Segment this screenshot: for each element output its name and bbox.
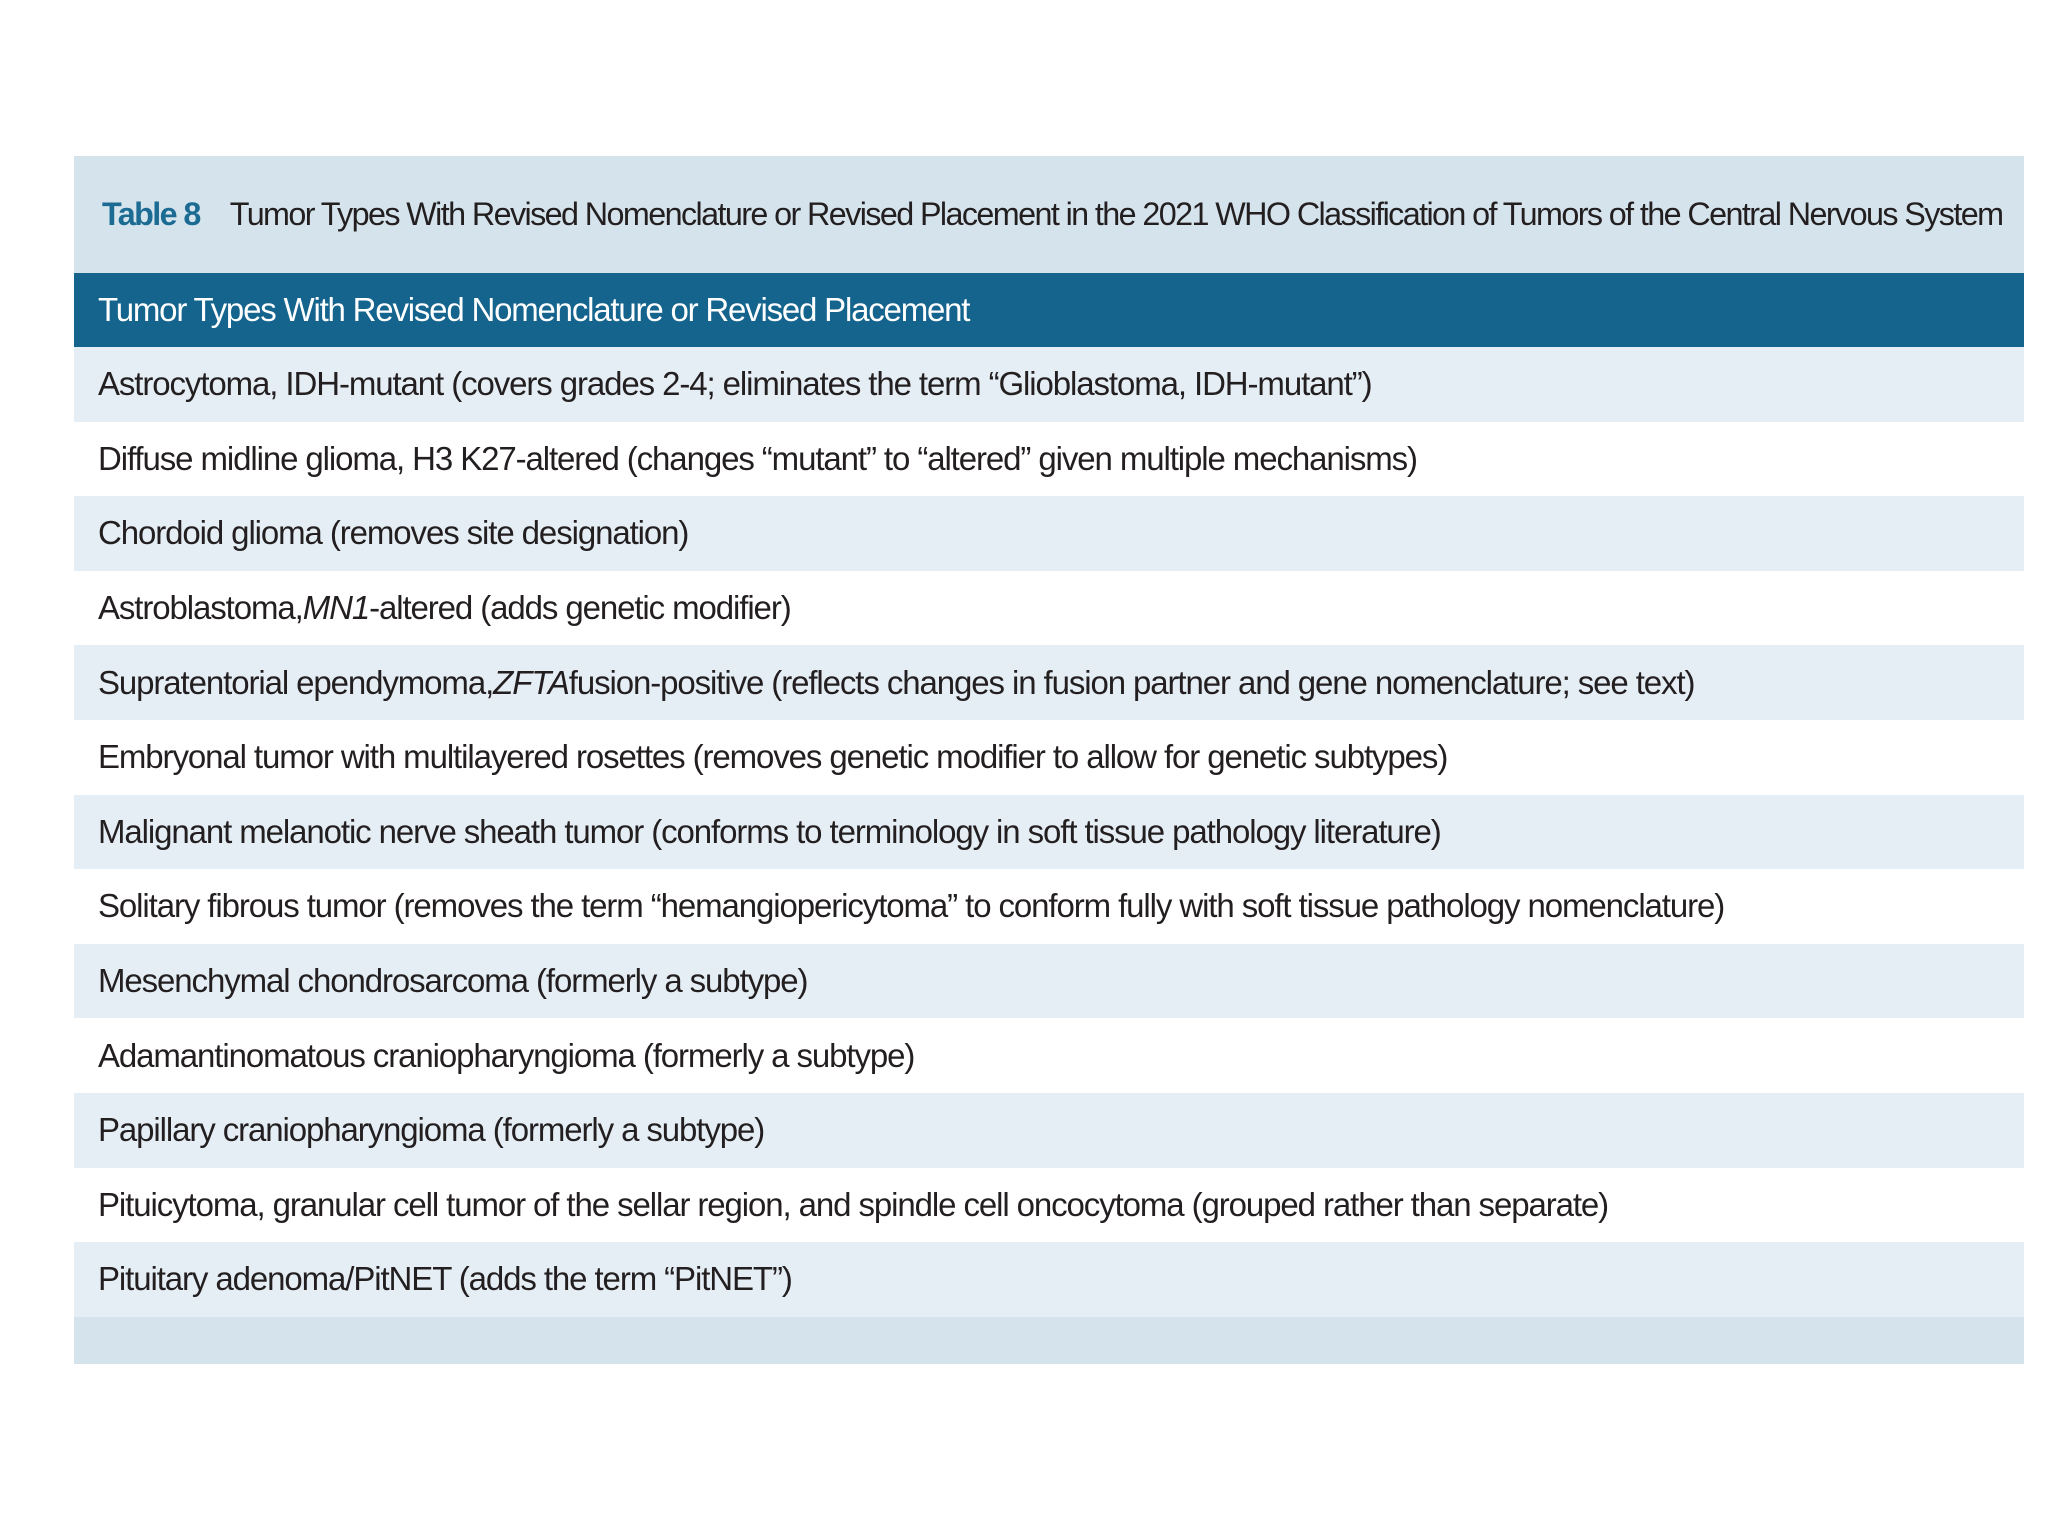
table-label: Table 8 [102, 196, 200, 232]
table-row [74, 1168, 2024, 1243]
column-header: Tumor Types With Revised Nomenclature or Revised Placement [74, 273, 2024, 347]
row-text-continued: fusion-positive (reflects changes in fusion partner and gene nomenclature; see text) [568, 663, 1695, 701]
row-text: Malignant melanotic nerve sheath tumor (conforms to terminology in soft tissue pathology literature) [98, 812, 1441, 850]
table-row [74, 422, 2024, 497]
table-container [74, 156, 2024, 1364]
row-text-continued: -altered (adds genetic modifier) [369, 589, 791, 627]
row-gene-italic: ZFTA [493, 663, 569, 701]
table-footer-band [74, 1317, 2024, 1364]
table-row [74, 869, 2024, 944]
row-gene-italic: MN1 [302, 589, 370, 627]
row-text: Astrocytoma, IDH-mutant (covers grades 2-4; eliminates the term “Glioblastoma, IDH-mutant”) [98, 365, 1372, 403]
table-row [74, 645, 2024, 720]
table-row [74, 1018, 2024, 1093]
table-body [74, 347, 2024, 1317]
row-text: Diffuse midline glioma, H3 K27-altered (changes “mutant” to “altered” given multiple mechanisms) [98, 439, 1417, 477]
row-text: Chordoid glioma (removes site designation) [98, 514, 689, 552]
table-title: Tumor Types With Revised Nomenclature or Revised Placement in the 2021 WHO Classification of Tumors of the Central Nervous System [229, 196, 2003, 232]
table-row [74, 1093, 2024, 1168]
row-text: Mesenchymal chondrosarcoma (formerly a subtype) [98, 962, 808, 1000]
table-row [74, 1242, 2024, 1317]
table-row [74, 944, 2024, 1019]
row-text: Pituicytoma, granular cell tumor of the sellar region, and spindle cell oncocytoma (grouped rather than separate) [98, 1185, 1609, 1223]
row-text: Supratentorial ependymoma, [98, 663, 494, 701]
row-text: Solitary fibrous tumor (removes the term “hemangiopericytoma” to conform fully with soft tissue pathology nomenclature) [98, 887, 1725, 925]
row-text: Astroblastoma, [98, 589, 303, 627]
row-text: Pituitary adenoma/PitNET (adds the term “PitNET”) [98, 1260, 792, 1298]
row-text: Embryonal tumor with multilayered rosettes (removes genetic modifier to allow for genetic subtypes) [98, 738, 1448, 776]
row-text: Papillary craniopharyngioma (formerly a subtype) [98, 1111, 765, 1149]
table-row [74, 795, 2024, 870]
table-caption [74, 156, 2024, 273]
table-row [74, 571, 2024, 646]
row-text: Adamantinomatous craniopharyngioma (formerly a subtype) [98, 1036, 915, 1074]
table-row [74, 496, 2024, 571]
table-row [74, 720, 2024, 795]
table-row [74, 347, 2024, 422]
